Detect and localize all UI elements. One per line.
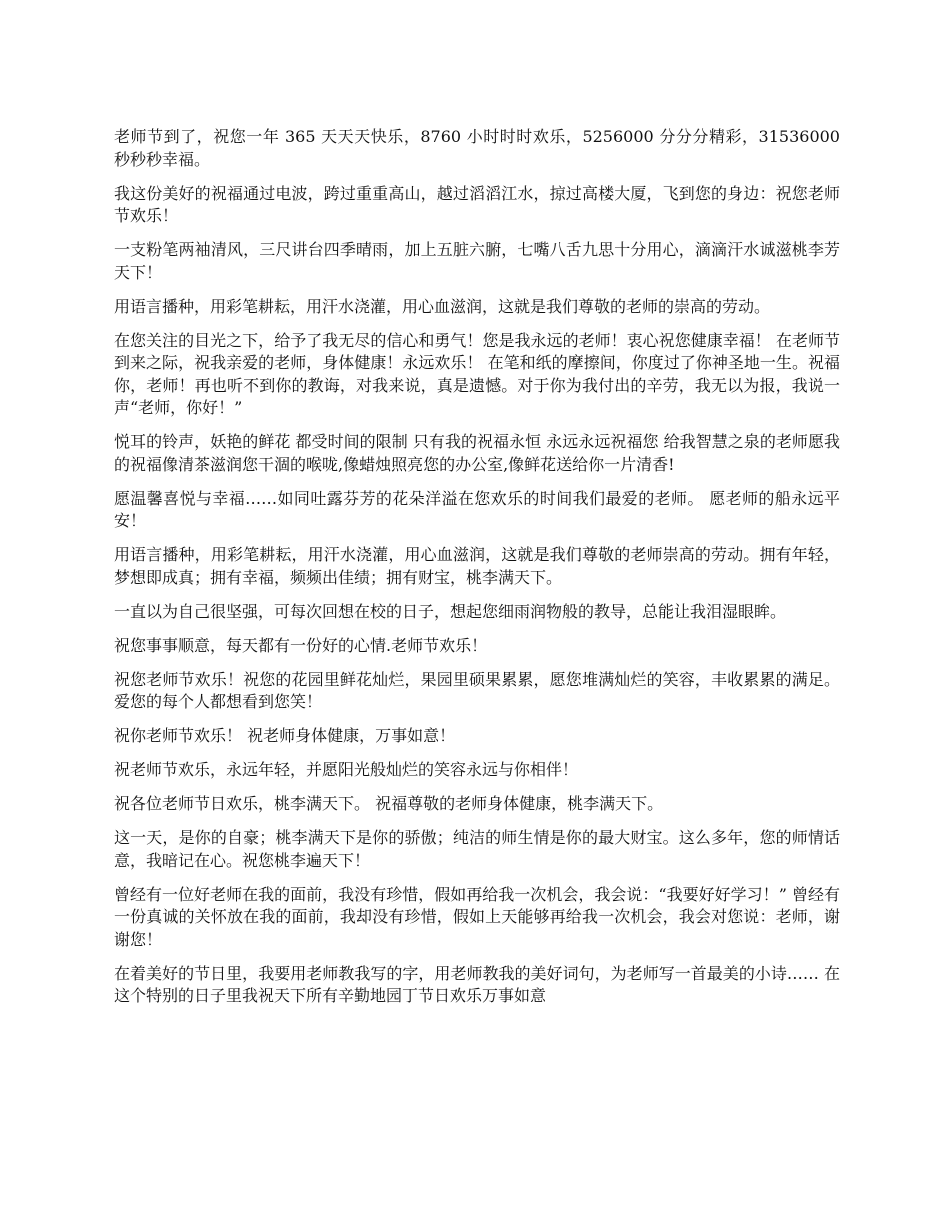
paragraph-10: 祝您事事顺意，每天都有一份好的心情.老师节欢乐！ [114, 635, 488, 655]
paragraph-12: 祝你老师节欢乐！ 祝老师身体健康，万事如意！ [114, 726, 456, 745]
paragraph-3: 一支粉笔两袖清风，三尺讲台四季晴雨，加上五脏六腑，七嘴八舌九思十分用心，滴滴汗水诚滋桃李芳天下！ [114, 240, 840, 282]
paragraph-16: 曾经有一位好老师在我的面前，我没有珍惜，假如再给我一次机会，我会说：“我要好好学习！” 曾经有一份真诚的关怀放在我的面前，我却没有珍惜，假如上天能够再给我一次机会，我会对您说：老师，谢谢您！ [114, 884, 840, 949]
paragraph-13: 祝老师节欢乐，永远年轻，并愿阳光般灿烂的笑容永远与你相伴！ [114, 760, 579, 779]
paragraph-6: 悦耳的铃声，妖艳的鲜花 都受时间的限制 只有我的祝福永恒 永远永远祝福您 给我智慧之泉的老师愿我的祝福像清茶滋润您干涸的喉咙,像蜡烛照亮您的办公室,像鲜花送给你一片清香! [114, 432, 840, 474]
paragraph-1: 老师节到了，祝您一年 365 天天天快乐，8760 小时时时欢乐，5256000 分分分精彩，31536000 秒秒秒幸福。 [114, 127, 840, 169]
paragraph-17: 在着美好的节日里，我要用老师教我写的字，用老师教我的美好词句，为老师写一首最美的小诗…… 在这个特别的日子里我祝天下所有辛勤地园丁节日欢乐万事如意 [114, 963, 840, 1005]
paragraph-11: 祝您老师节欢乐！祝您的花园里鲜花灿烂，果园里硕果累累，愿您堆满灿烂的笑容，丰收累累的满足。爱您的每个人都想看到您笑！ [114, 669, 840, 711]
paragraph-14: 祝各位老师节日欢乐，桃李满天下。 祝福尊敬的老师身体健康，桃李满天下。 [114, 794, 664, 813]
paragraph-7: 愿温馨喜悦与幸福……如同吐露芬芳的花朵洋溢在您欢乐的时间我们最爱的老师。 愿老师的船永远平安！ [114, 488, 840, 530]
paragraph-8: 用语言播种，用彩笔耕耘，用汗水浇灌，用心血滋润，这就是我们尊敬的老师崇高的劳动。拥有年轻，梦想即成真；拥有幸福，频频出佳绩；拥有财宝，桃李满天下。 [114, 545, 840, 587]
paragraph-5: 在您关注的目光之下，给予了我无尽的信心和勇气！您是我永远的老师！衷心祝您健康幸福！ 在老师节到来之际，祝我亲爱的老师，身体健康！永远欢乐！ 在笔和纸的摩擦间，你度过了你神圣地一生。祝福你，老师！再也听不到你的教诲，对我来说，真是遗憾。对于你为我付出的辛劳，我无以为报，我说一声“老师，你好！” [114, 330, 840, 417]
paragraph-9: 一直以为自己很坚强，可每次回想在校的日子，想起您细雨润物般的教导，总能让我泪湿眼眸。 [114, 601, 787, 621]
paragraph-4: 用语言播种，用彩笔耕耘，用汗水浇灌，用心血滋润，这就是我们尊敬的老师的崇高的劳动。 [114, 296, 771, 316]
document-body [114, 126, 840, 1019]
paragraph-2: 我这份美好的祝福通过电波，跨过重重高山，越过滔滔江水，掠过高楼大厦，飞到您的身边：祝您老师节欢乐！ [114, 183, 840, 225]
paragraph-15: 这一天，是你的自豪；桃李满天下是你的骄傲；纯洁的师生情是你的最大财宝。这么多年，您的师情话意，我暗记在心。祝您桃李遍天下！ [114, 828, 840, 870]
